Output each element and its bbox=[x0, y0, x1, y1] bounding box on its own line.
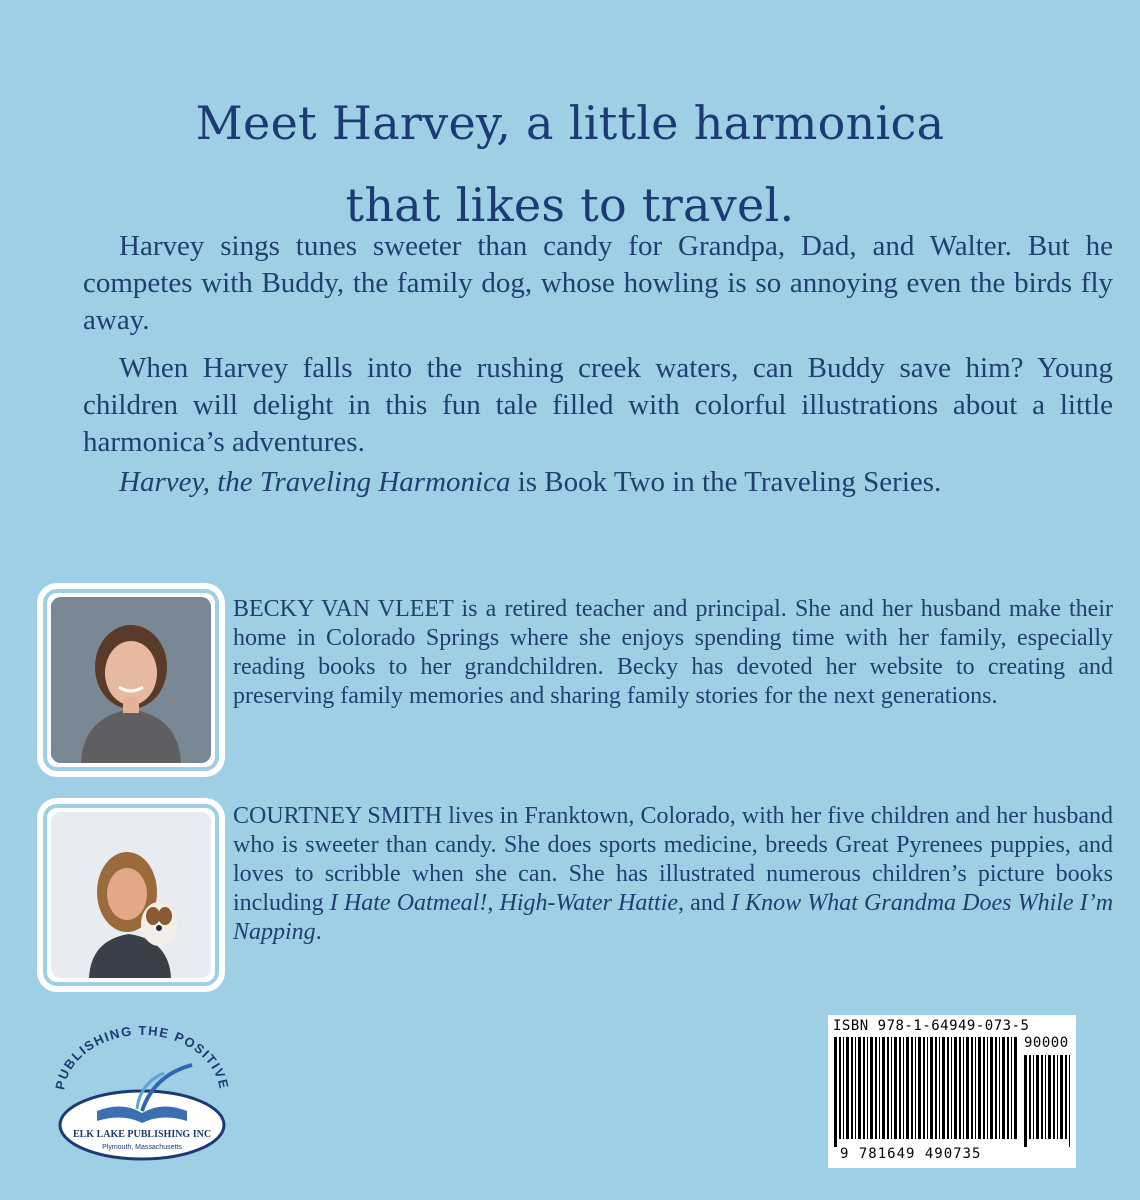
barcode-bar bbox=[1053, 1055, 1055, 1139]
barcode-bar bbox=[1029, 1055, 1031, 1139]
barcode-bar bbox=[915, 1037, 916, 1139]
barcode-bar bbox=[1048, 1055, 1051, 1139]
barcode-bar bbox=[1007, 1037, 1009, 1139]
headline-line-1: Meet Harvey, a little harmonica bbox=[195, 96, 945, 150]
barcode-bar bbox=[930, 1037, 933, 1139]
barcode-bar bbox=[1065, 1055, 1067, 1139]
illustrator-bio bbox=[233, 802, 1113, 947]
barcode-bar bbox=[1045, 1055, 1046, 1139]
barcode-bar bbox=[1033, 1055, 1034, 1139]
illustrator-photo bbox=[51, 812, 211, 978]
barcode-bar bbox=[882, 1037, 885, 1139]
book-title: Harvey, the Traveling Harmonica bbox=[119, 466, 511, 498]
barcode-bar bbox=[983, 1037, 985, 1139]
barcode-bar bbox=[879, 1037, 880, 1139]
barcode-bar bbox=[851, 1037, 853, 1139]
barcode-bar bbox=[834, 1037, 837, 1147]
barcode-bar bbox=[999, 1037, 1000, 1139]
barcode-bar bbox=[875, 1037, 877, 1139]
book-blurb bbox=[83, 228, 1113, 512]
book-title-3: I Know What Grandma Does While I’m Napping bbox=[233, 890, 1114, 945]
barcode-bar bbox=[971, 1037, 973, 1139]
headline bbox=[0, 82, 1140, 246]
barcode-bar bbox=[899, 1037, 901, 1139]
barcode-bar bbox=[1036, 1055, 1039, 1139]
barcode-bar bbox=[1002, 1037, 1005, 1139]
barcode-bar bbox=[1060, 1055, 1063, 1139]
illustrator-bio-text: lives in Franktown, Colorado, with her five children and her husband who is sweeter than candy. She does sports medicine, breeds Great Pyrenees puppies, and loves to scribble when she can. She has illustrated numerous children’s picture books including bbox=[233, 803, 1113, 916]
author-bio bbox=[233, 595, 1113, 711]
period: . bbox=[315, 919, 322, 945]
barcode-bar bbox=[966, 1037, 969, 1139]
barcode-bar bbox=[978, 1037, 981, 1139]
separator: , and bbox=[678, 890, 731, 916]
barcode-bar bbox=[1024, 1055, 1027, 1147]
isbn-number: ISBN 978-1-64949-073-5 bbox=[833, 1018, 1030, 1034]
barcode-bar bbox=[918, 1037, 921, 1139]
barcode-bar bbox=[846, 1037, 849, 1139]
publisher-logo bbox=[42, 1025, 242, 1163]
barcode-bar bbox=[870, 1037, 873, 1139]
barcode-bar bbox=[975, 1037, 976, 1139]
barcode-bar bbox=[963, 1037, 964, 1139]
book-title-1: I Hate Oatmeal! bbox=[329, 890, 488, 916]
barcode-bar bbox=[939, 1037, 940, 1139]
barcode-bar bbox=[867, 1037, 868, 1139]
barcode-bar bbox=[887, 1037, 889, 1139]
barcode-bar bbox=[947, 1037, 949, 1139]
barcode-bar bbox=[1011, 1037, 1012, 1139]
main-barcode-bars bbox=[834, 1037, 1020, 1147]
barcode-bar bbox=[1057, 1055, 1058, 1139]
barcode-bar bbox=[855, 1037, 856, 1139]
author-bio-text: is a retired teacher and principal. She and her husband make their home in Colorado Springs where she enjoys spending time with her family, especially reading books to her grandchildren. Becky has devoted her website to creating and preserving family memories and sharing family stories for the next generations. bbox=[233, 596, 1113, 709]
barcode-bar bbox=[942, 1037, 945, 1139]
barcode-bar bbox=[894, 1037, 897, 1139]
blurb-paragraph-3 bbox=[83, 464, 1113, 501]
publisher-location: Plymouth, Massachusetts bbox=[102, 1144, 182, 1151]
headline-line-2: that likes to travel. bbox=[345, 178, 795, 232]
barcode-bar bbox=[935, 1037, 937, 1139]
isbn-barcode bbox=[828, 1015, 1076, 1168]
barcode-bar bbox=[843, 1037, 844, 1139]
barcode-bar bbox=[1041, 1055, 1043, 1139]
price-code: 90000 bbox=[1024, 1035, 1069, 1051]
barcode-bar bbox=[954, 1037, 957, 1139]
svg-text:PUBLISHING THE POSITIVE bbox=[52, 1025, 232, 1091]
barcode-bar bbox=[995, 1037, 997, 1139]
price-barcode-bars bbox=[1024, 1055, 1072, 1147]
publisher-name: ELK LAKE PUBLISHING INC bbox=[72, 1129, 212, 1140]
author-name: BECKY VAN VLEET bbox=[233, 596, 454, 622]
barcode-bar bbox=[863, 1037, 865, 1139]
barcode-bar bbox=[987, 1037, 988, 1139]
ean-digits: 9 781649 490735 bbox=[840, 1146, 982, 1162]
author-photo bbox=[51, 597, 211, 763]
barcode-bar bbox=[906, 1037, 909, 1139]
barcode-bar bbox=[1014, 1037, 1017, 1139]
publisher-tagline: PUBLISHING THE POSITIVE bbox=[52, 1025, 232, 1091]
barcode-bar bbox=[911, 1037, 913, 1139]
illustrator-photo-frame bbox=[39, 800, 223, 990]
barcode-bar bbox=[903, 1037, 904, 1139]
series-note: is Book Two in the Traveling Series. bbox=[510, 466, 942, 498]
barcode-bar bbox=[839, 1037, 841, 1139]
barcode-bar bbox=[923, 1037, 925, 1139]
blurb-paragraph-1: Harvey sings tunes sweeter than candy for Grandpa, Dad, and Walter. But he competes with Buddy, the family dog, whose howling is so annoying even the birds fly away. bbox=[83, 230, 1113, 336]
barcode-bar bbox=[891, 1037, 892, 1139]
barcode-bar bbox=[990, 1037, 993, 1139]
barcode-bar bbox=[1069, 1055, 1070, 1147]
illustrator-name: COURTNEY SMITH bbox=[233, 803, 443, 829]
separator: , bbox=[487, 890, 500, 916]
book-title-2: High-Water Hattie bbox=[499, 890, 679, 916]
blurb-paragraph-2: When Harvey falls into the rushing creek waters, can Buddy save him? Young children will delight in this fun tale filled with colorful illustrations about a little harmonica’s adventures. bbox=[83, 352, 1113, 458]
barcode-bar bbox=[927, 1037, 928, 1139]
barcode-bar bbox=[858, 1037, 861, 1139]
author-photo-frame bbox=[39, 585, 223, 775]
barcode-bar bbox=[951, 1037, 952, 1139]
barcode-bar bbox=[959, 1037, 961, 1139]
